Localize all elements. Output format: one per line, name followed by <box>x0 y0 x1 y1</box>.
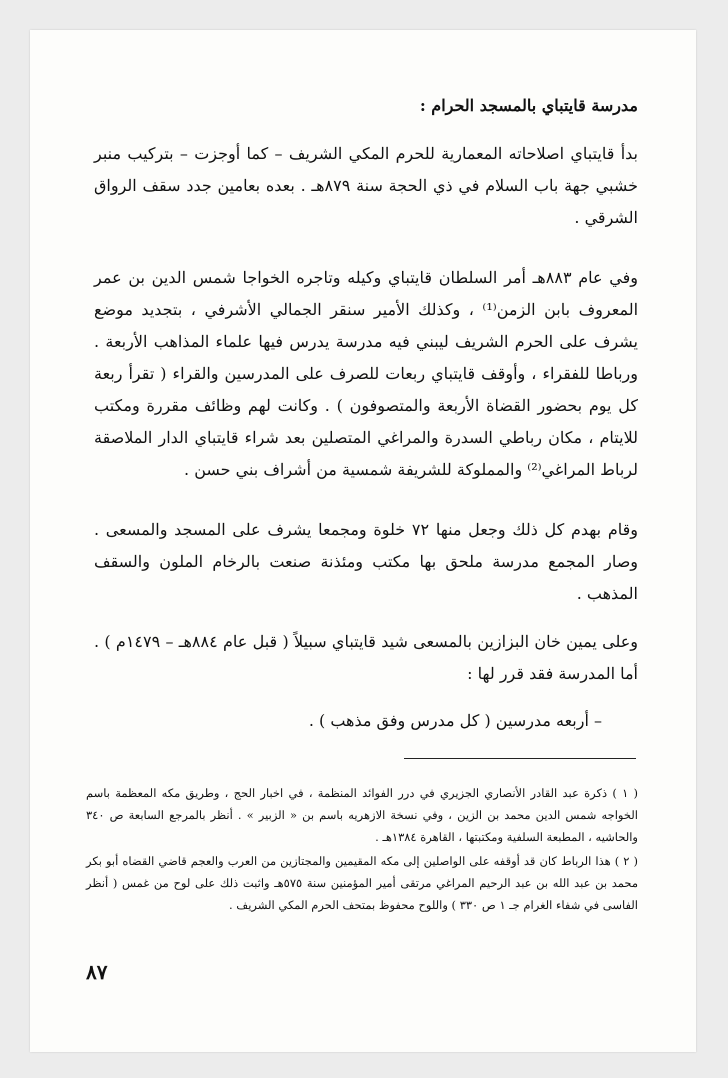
section-heading: مدرسة قايتباي بالمسجد الحرام : <box>419 96 638 115</box>
paragraph-text: وعلى يمين خان البزازين بالمسعى شيد قايتباي سبيلاً ( قبل عام ٨٨٤هـ – ١٤٧٩م ) . أما المدرسة فقد قرر لها : <box>94 632 639 683</box>
paragraph-text: بدأ قايتباي اصلاحاته المعمارية للحرم المكي الشريف – كما أوجزت – بتركيب منبر خشبي جهة باب السلام في ذي الحجة سنة ٨٧٩هـ . بعده بعامين جدد سقف الرواق الشرقي . <box>94 144 638 227</box>
footnote-2: ( ٢ ) هذا الرباط كان قد أوقفه على الواصلين إلى مكه المقيمين والمجتازين من العرب والعجم قاضي القضاه أبو بكر محمد بن عبد الله بن عبد الرحيم المراغي مرتقى أمير المؤمنين سنة ٥٧٥هـ واثبت ذلك على لوح من غمس ( أنظر الفاسى في شفاء الغرام جـ ١ ص ٣٣٠ ) واللوح محفوظ بمتحف الحرم المكي الشريف . <box>86 854 638 912</box>
footnote-1: ( ١ ) ذكرة عبد القادر الأنصاري الجزيري في درر الفوائد المنظمة ، في اخبار الحج ، وطريق مكه المعظمة باسم الخواجه شمس الدين محمد بن الزين ، وفي نسخة الازهريه باسم بن « الزبير » . أنظر بالمرجع السابعة ص ٣٤٠ والحاشيه ، المطبعة السلفية ومكتبتها ، القاهرة ١٣٨٤هـ . <box>86 786 638 844</box>
body-paragraph-3 <box>94 514 638 610</box>
footnote-divider <box>404 758 636 759</box>
body-paragraph-4 <box>94 626 638 690</box>
paragraph-text: وفي عام ٨٨٣هـ أمر السلطان قايتباي وكيله وتاجره الخواجا شمس الدين بن عمر المعروف بابن الزمن⁽¹⁾ ، وكذلك الأمير سنقر الجمالي الأشرفي ، بتجديد موضع يشرف على الحرم الشريف ليبني فيه مدرسة يدرس فيها علماء المذاهب الأربعة . ورباطا للفقراء ، وأوقف قايتباي ربعات للصرف على المدرسين والقراء ( تقرأ ربعة كل يوم بحضور القضاة الأربعة والمتصوفون ) . وكانت لهم وظائف مقررة ومكتب للايتام ، مكان رباطي السدرة والمراغي المتصلين بعد شراء قايتباي الدار الملاصقة لرباط المراغي⁽²⁾ والمملوكة للشريفة شمسية من أشراف بني حسن . <box>94 268 639 479</box>
book-page <box>30 30 696 1052</box>
bullet-item: – أربعه مدرسين ( كل مدرس وفق مذهب ) . <box>308 711 602 730</box>
footnotes <box>86 782 638 918</box>
body-paragraph-1 <box>94 138 638 234</box>
paragraph-text: وقام بهدم كل ذلك وجعل منها ٧٢ خلوة ومجمعا يشرف على المسجد والمسعى . وصار المجمع مدرسة ملحق بها مكتب ومئذنة صنعت بالرخام الملون والسقف المذهب . <box>94 520 639 603</box>
page-number: ٨٧ <box>86 960 108 984</box>
body-paragraph-2 <box>94 262 638 486</box>
